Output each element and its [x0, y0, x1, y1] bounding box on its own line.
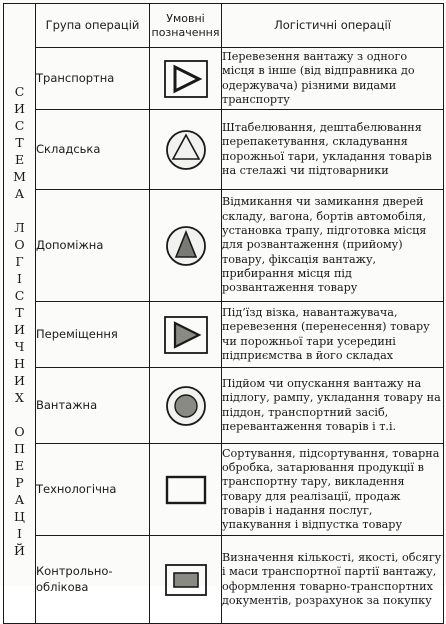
- group-name: Вантажна: [36, 368, 150, 444]
- filled-circle-in-circle-icon: [164, 384, 208, 428]
- symbol-cell: [150, 444, 222, 536]
- operation-description: Перевезення вантажу з одного місця в інше (від відправника до одержувача) різними видами транспорту: [222, 48, 444, 110]
- symbol-cell: [150, 536, 222, 624]
- side-label-letter: А: [14, 491, 25, 507]
- side-label-letter: Ц: [14, 508, 25, 524]
- operation-description: Штабелювання, дештабелювання перепакетування, складування порожньої тари, укладання товарів на стелажі чи підтоварники: [222, 110, 444, 190]
- table-row-auxiliary: [4, 190, 444, 302]
- side-label-letter: П: [14, 440, 25, 456]
- symbol-cell: [150, 110, 222, 190]
- group-name: Транспортна: [36, 48, 150, 110]
- side-label-letter: И: [14, 100, 25, 116]
- triangle-in-square-icon: [163, 59, 209, 99]
- header-group: Група операцій: [36, 4, 150, 48]
- side-label-letter: О: [14, 423, 25, 439]
- side-label-letter: Т: [15, 304, 24, 320]
- side-label-letter: Х: [15, 389, 24, 405]
- header-operations: Логістичні операції: [222, 4, 444, 48]
- side-label-letter: М: [13, 168, 26, 184]
- symbol-cell: [150, 190, 222, 302]
- side-label-letter: О: [14, 236, 25, 252]
- symbol-cell: [150, 368, 222, 444]
- group-name: Контрольно-облікова: [36, 536, 150, 624]
- side-label-letter: И: [14, 321, 25, 337]
- group-name: Допоміжна: [36, 190, 150, 302]
- operation-description: Відмикання чи замикання дверей складу, вагона, бортів автомобіля, установка трапу, підготовка місця для розвантаження (прийому) товару, фіксація вантажу, прибирання місця під розвантаження товару: [222, 190, 444, 302]
- logistics-operations-table: [3, 3, 444, 624]
- side-label-letter: С: [14, 287, 25, 303]
- operation-description: Під’їзд візка, навантажувача, перевезення (перенесення) товару чи порожньої тари усередині підприємства в його складах: [222, 302, 444, 368]
- table-row-movement: [4, 302, 444, 368]
- symbol-cell: [150, 48, 222, 110]
- side-label-letter: Г: [15, 253, 24, 269]
- table-row-warehouse: [4, 110, 444, 190]
- filled-triangle-in-circle-icon: [164, 224, 208, 268]
- group-name: Складська: [36, 110, 150, 190]
- symbol-cell: [150, 302, 222, 368]
- table-row-control: [4, 536, 444, 624]
- side-label-letter: Е: [14, 457, 25, 473]
- side-label-letter: Н: [14, 355, 25, 371]
- table-row-transport: [4, 48, 444, 110]
- header-row: [4, 4, 444, 48]
- side-label-letter: Р: [15, 474, 24, 490]
- operation-description: Сортування, підсортування, товарна обробка, затарювання продукції в транспортну тару, викладення товару для реалізації, продаж товарів і надання послуг, упакування і відпустка товару: [222, 444, 444, 536]
- group-name: Переміщення: [36, 302, 150, 368]
- side-label: [4, 69, 35, 559]
- side-label-letter: Л: [14, 219, 25, 235]
- rectangle-in-rectangle-icon: [164, 563, 208, 597]
- side-label-letter: І: [17, 525, 22, 541]
- triangle-in-circle-icon: [164, 128, 208, 172]
- side-label-letter: І: [17, 270, 22, 286]
- side-label-letter: С: [14, 83, 25, 99]
- side-label-letter: Т: [15, 134, 24, 150]
- side-label-cell: [4, 4, 36, 624]
- header-symbol: Умовні позначення: [150, 4, 222, 48]
- side-label-letter: Е: [14, 151, 25, 167]
- side-label-letter: Ч: [14, 338, 25, 354]
- side-label-letter: С: [14, 117, 25, 133]
- table-row-technological: [4, 444, 444, 536]
- rectangle-icon: [164, 474, 208, 506]
- side-label-letter: И: [14, 372, 25, 388]
- operation-description: Підйом чи опускання вантажу на підлогу, рампу, укладання товару на піддон, транспортний засіб, перевантаження товарів і т.і.: [222, 368, 444, 444]
- group-name: Технологічна: [36, 444, 150, 536]
- filled-triangle-in-square-icon: [163, 315, 209, 355]
- side-label-letter: Й: [14, 542, 25, 558]
- table-row-loading: [4, 368, 444, 444]
- operation-description: Визначення кількості, якості, обсягу і маси транспортної партії вантажу, оформлення товарно-транспортних документів, розрахунок за покупку: [222, 536, 444, 624]
- side-label-letter: А: [14, 185, 25, 201]
